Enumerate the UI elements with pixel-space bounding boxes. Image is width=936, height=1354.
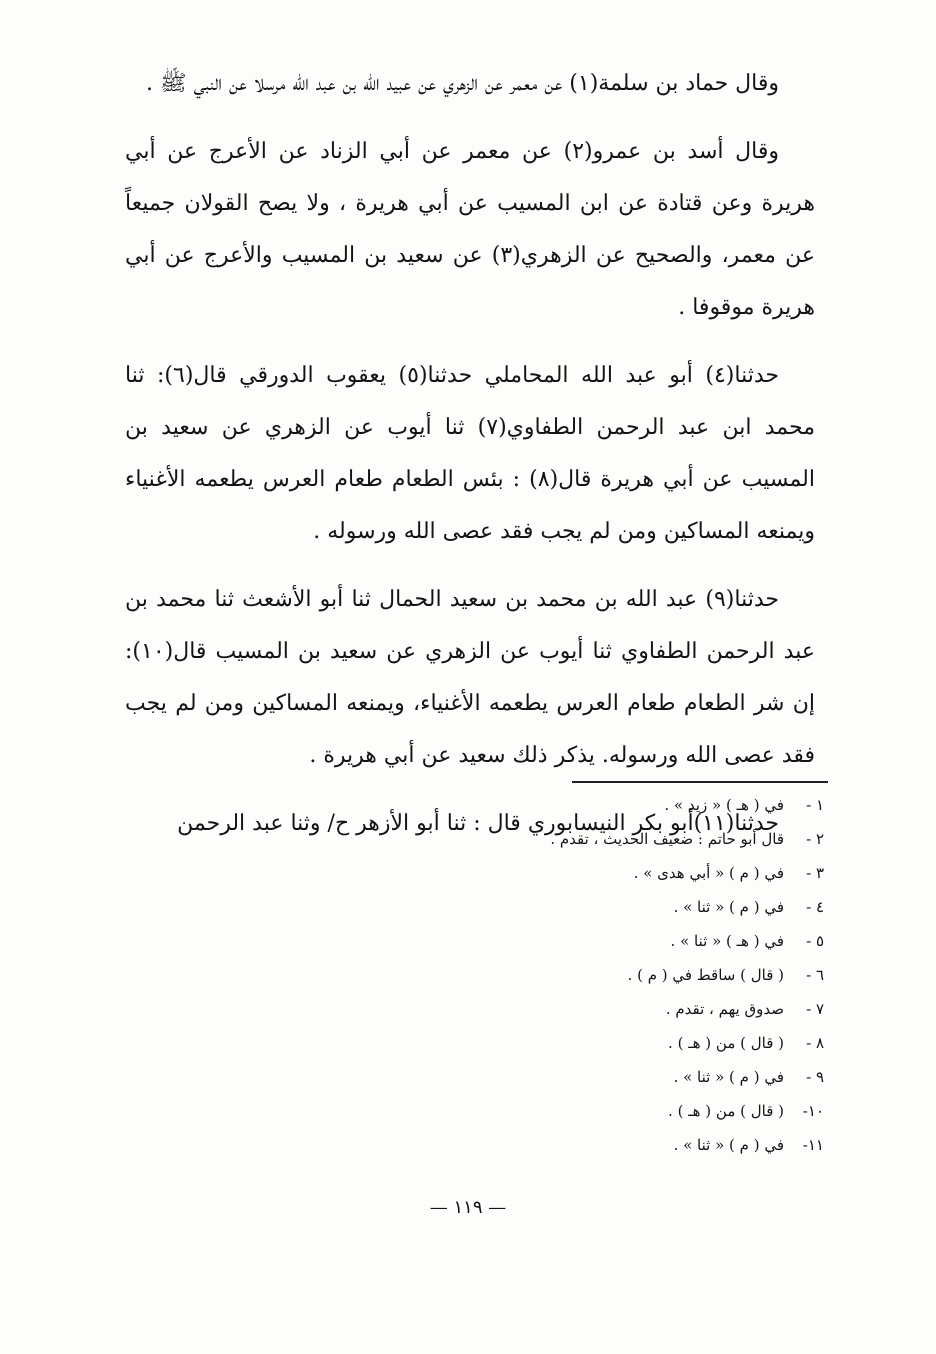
footnote-text: في ( م ) « ثنا » . [673,1136,784,1154]
footnote-item [404,958,824,992]
main-text [125,58,815,866]
footnote-number: ٤ - [806,898,824,916]
footnote-number: ١ - [806,796,824,814]
footnote-text: قال أبو حاتم : ضعيف الحديث ، تقدم . [550,830,784,848]
footnote-text: في ( هـ ) « ثنا » . [670,932,784,950]
footnote-number: ٧ - [806,1000,824,1018]
footnote-item [404,924,824,958]
footnote-number: ٢ - [806,830,824,848]
footnote-text: صدوق يهم ، تقدم . [665,1000,784,1018]
footnote-number: ٦ - [806,966,824,984]
footnote-number: ٥ - [806,932,824,950]
footnote-item [404,822,824,856]
footnote-number: ٩ - [806,1068,824,1086]
footnote-number: ١١- [802,1136,824,1154]
footnote-text: ( قال ) ساقط في ( م ) . [627,966,784,984]
footnote-item [404,856,824,890]
footnote-item [404,1094,824,1128]
page-number: — ١١٩ — [429,1197,507,1218]
paragraph: وقال حماد بن سلمة(١) عن معمر عن الزهري عن عبيد الله بن عبد الله مرسلا عن النبي ﷺ . [146,71,779,96]
footnote-divider [572,781,828,783]
footnote-item [404,1060,824,1094]
footnote-text: في ( هـ ) « زيد » . [664,796,784,814]
footnote-text: في ( م ) « ثنا » . [673,898,784,916]
footnote-text: ( قال ) من ( هـ ) . [668,1102,784,1120]
footnote-item [404,890,824,924]
footnote-item [404,1026,824,1060]
footnote-number: ٣ - [806,864,824,882]
footnote-number: ٨ - [806,1034,824,1052]
paragraph: وقال أسد بن عمرو(٢) عن معمر عن أبي الزناد عن الأعرج عن أبي هريرة وعن قتادة عن ابن المسيب عن أبي هريرة ، ولا يصح القولان جميعاً عن معمر، والصحيح عن الزهري(٣) عن سعيد بن المسيب والأعرج عن أبي هريرة موقوفا . [125,139,815,320]
footnote-item [404,992,824,1026]
footnote-item [404,788,824,822]
paragraph: حدثنا(١١)أبو بكر النيسابوري قال : ثنا أبو الأزهر ح/ وثنا عبد الرحمن [177,811,779,836]
footnote-item [404,1128,824,1162]
footnote-text: ( قال ) من ( هـ ) . [668,1034,784,1052]
footnote-text: في ( م ) « أبي هدى » . [633,864,784,882]
paragraph: حدثنا(٩) عبد الله بن محمد بن سعيد الحمال ثنا أبو الأشعث ثنا محمد بن عبد الرحمن الطفاوي ثنا أيوب عن الزهري عن سعيد بن المسيب قال(١٠): إن شر الطعام طعام العرس يطعمه الأغنياء، ويمنعه المساكين ومن لم يجب فقد عصى الله ورسوله. يذكر ذلك سعيد عن أبي هريرة . [125,587,816,768]
paragraph: حدثنا(٤) أبو عبد الله المحاملي حدثنا(٥) يعقوب الدورقي قال(٦): ثنا محمد ابن عبد الرحمن الطفاوي(٧) ثنا أيوب عن الزهري عن سعيد بن المسيب عن أبي هريرة قال(٨) : بئس الطعام طعام العرس يطعمه الأغنياء ويمنعه المساكين ومن لم يجب فقد عصى الله ورسوله . [125,363,815,544]
footnote-text: في ( م ) « ثنا » . [673,1068,784,1086]
footnote-number: ١٠- [802,1102,824,1120]
footnotes [404,788,824,1162]
